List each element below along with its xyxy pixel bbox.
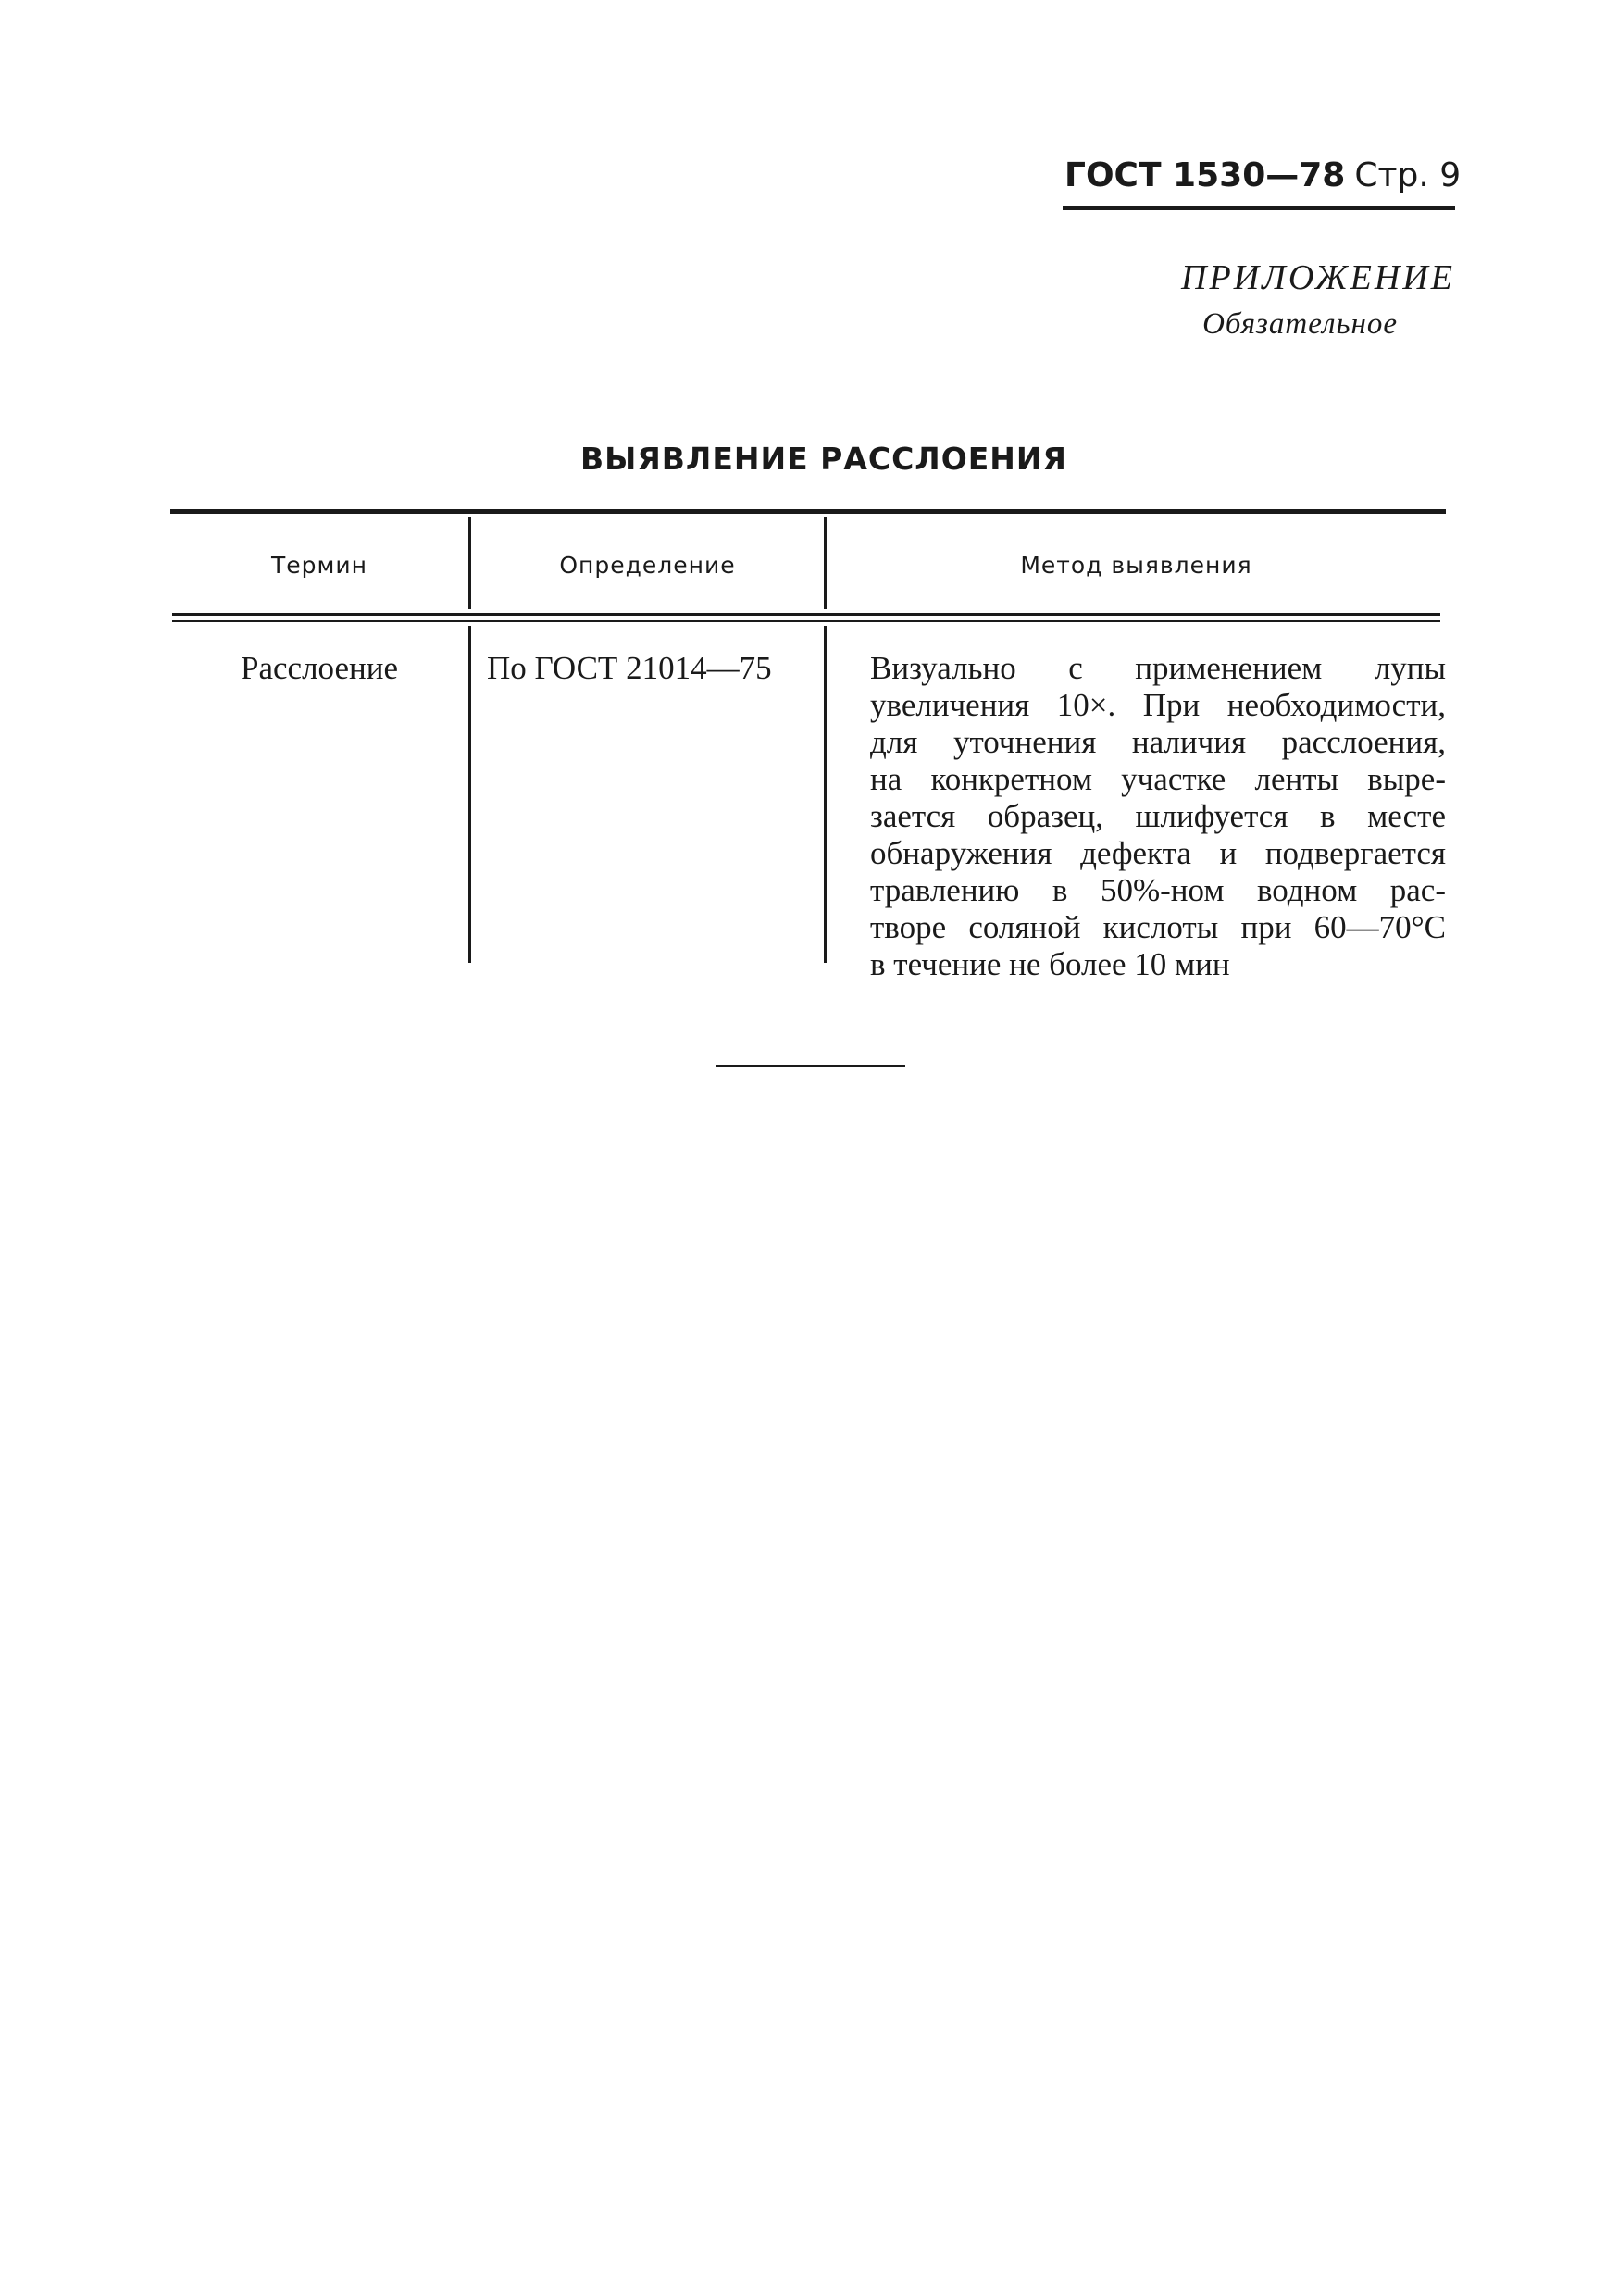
appendix-status: Обязательное [1202, 307, 1398, 341]
header-separator-rule [172, 613, 1440, 616]
header-rule [1063, 206, 1455, 210]
method-text-line: обнаружения дефекта и подвергается [870, 835, 1446, 871]
method-text-line: для уточнения наличия расслоения, [870, 724, 1446, 760]
table-cell-method [870, 650, 1446, 983]
end-of-document-rule [716, 1065, 905, 1067]
method-text-line: в течение не более 10 мин [870, 946, 1230, 982]
definitions-table [170, 509, 1446, 982]
page-label: Стр. 9 [1354, 156, 1462, 194]
column-divider [824, 626, 827, 963]
method-text-line: творе соляной кислоты при 60—70°С [870, 909, 1446, 945]
method-text-line: на конкретном участке ленты выре- [870, 761, 1446, 797]
method-text-line: зается образец, шлифуется в месте [870, 798, 1446, 834]
method-text-line: травлению в 50%-ном водном рас- [870, 872, 1446, 908]
appendix-title: ПРИЛОЖЕНИЕ [1181, 258, 1455, 297]
table-cell-definition: По ГОСТ 21014—75 [487, 650, 772, 686]
column-header-method: Метод выявления [1020, 552, 1252, 579]
document-number: ГОСТ 1530—78 [1064, 156, 1346, 194]
header-separator-rule [172, 620, 1440, 622]
column-header-term: Термин [271, 552, 367, 579]
column-divider [468, 626, 471, 963]
table-cell-term: Расслоение [241, 650, 398, 686]
section-title: ВЫЯВЛЕНИЕ РАССЛОЕНИЯ [580, 441, 1067, 477]
column-header-definition: Определение [559, 552, 736, 579]
method-text-line: увеличения 10×. При необходимости, [870, 687, 1446, 723]
method-text-line: Визуально с применением лупы [870, 650, 1446, 686]
table-top-rule [170, 509, 1446, 514]
running-head [1064, 156, 1462, 194]
